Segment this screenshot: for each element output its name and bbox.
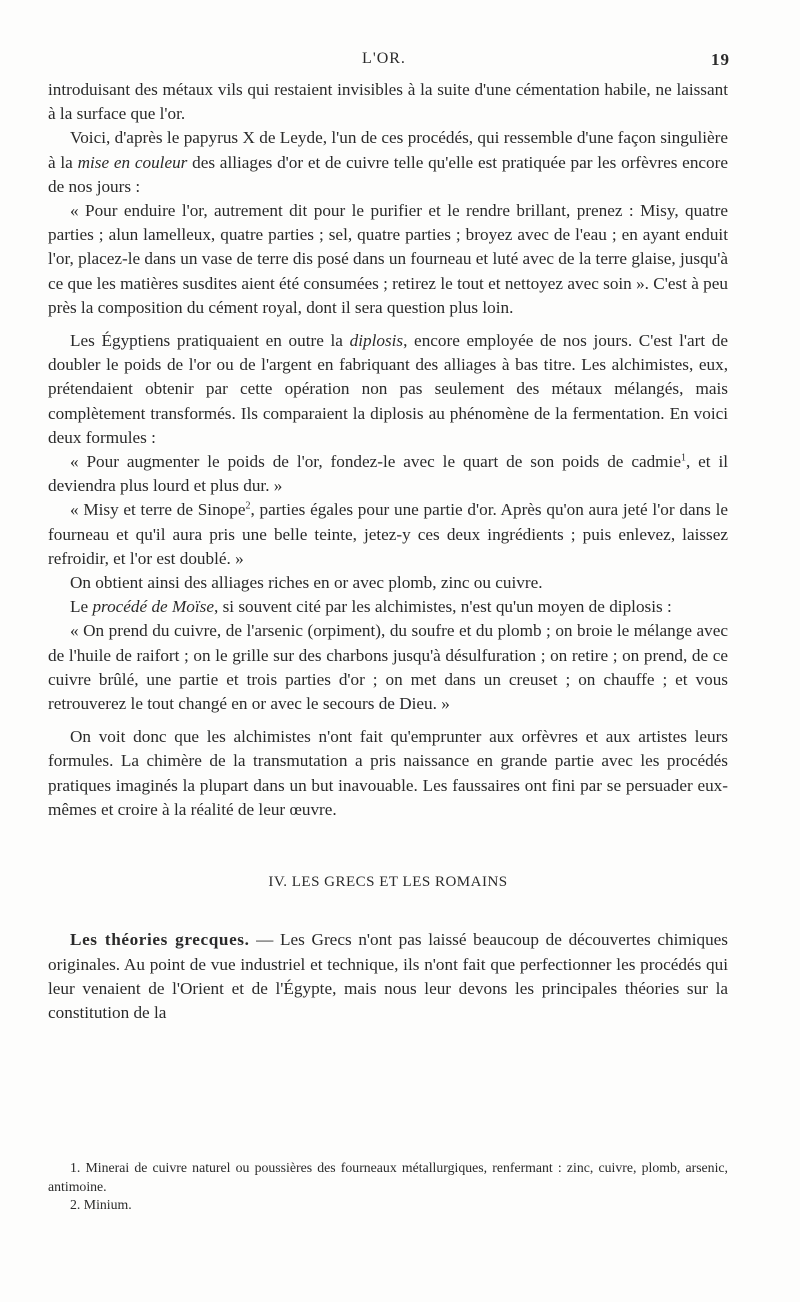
section-heading: IV. LES GRECS ET LES ROMAINS bbox=[268, 874, 508, 891]
footnote-ref-1: 1 bbox=[680, 452, 686, 464]
running-head bbox=[48, 50, 730, 74]
run-in-title: Les théories grecques. bbox=[70, 930, 250, 950]
body-text bbox=[48, 78, 728, 1025]
paragraph-alliages: On obtient ainsi des alliages riches en or avec plomb, zinc ou cuivre. bbox=[70, 573, 543, 593]
footnote-1: 1. Minerai de cuivre naturel ou poussières des fourneaux métallurgiques, renfermant : zinc, cuivre, plomb, arsenic, antimoine. bbox=[48, 1160, 728, 1194]
paragraph-conclusion: On voit donc que les alchimistes n'ont fait qu'emprunter aux orfèvres et aux artistes leurs formules. La chimère de la transmutation a pris naissance en grande partie avec les procédés pratiques imaginés la plupart dans un but inavouable. Les faussaires ont fini par se persuader eux-mêmes et croire à la réalité de leur œuvre. bbox=[48, 727, 728, 819]
footnote-ref-2: 2 bbox=[245, 500, 251, 512]
page-number: 19 bbox=[711, 50, 730, 69]
quote-formula-two: « Misy et terre de Sinope$^2$, parties égales pour une partie d'or. Après qu'on aura jeté l'or dans le fourneau et qu'il aura pris une belle teinte, jetez-y ces deux ingrédients ; puis enlevez, laissez refroidir, et l'or est doublé. » bbox=[48, 500, 728, 568]
quote-recipe-moise: « On prend du cuivre, de l'arsenic (orpiment), du soufre et du plomb ; on broie le mélange avec de l'huile de raifort ; on le grille sur des charbons jusqu'à désulfuration ; on retire ; on prend, de ce cuivre brûlé, une partie et trois parties d'or ; on met dans un creuset ; on chauffe ; et vous retrouverez le tout changé en or avec le secours de Dieu. » bbox=[48, 621, 728, 714]
footnote-2: 2. Minium. bbox=[70, 1197, 132, 1212]
running-title: L'OR. bbox=[362, 50, 406, 67]
quote-recipe-enduire: « Pour enduire l'or, autrement dit pour le purifier et le rendre brillant, prenez : Misy, quatre parties ; alun lamelleux, quatre parties ; sel, quatre parties ; broyez avec de l'eau ; en ayant enduit l'or, placez-le dans un vase de terre dis posé dans un fourneau et luté avec de la terre glaise, jusqu'à ce que les matières susdites aient été consumées ; retirez le tout et nettoyez avec soin ». C'est à peu près la composition du cément royal, dont il sera question plus loin. bbox=[48, 201, 728, 317]
paragraph-diplosis: Les Égyptiens pratiquaient en outre la diplosis, encore employée de nos jours. C'est l'art de doubler le poids de l'or ou de l'argent en fabriquant des alliages à bas titre. Les alchimistes, eux, prétendaient obtenir par cette opération non pas seulement des métaux mélangés, mais complètement transformés. Ils comparaient la diplosis au phénomène de la fermentation. En voici deux formules : bbox=[48, 331, 728, 447]
emphasis-mise-en-couleur: mise en couleur bbox=[77, 152, 188, 172]
emphasis-procede-de-moise: procédé de Moïse bbox=[92, 597, 214, 617]
paragraph-papyrus: Voici, d'après le papyrus X de Leyde, l'un de ces procédés, qui ressemble d'une façon singulière à la mise en couleur des alliages d'or et de cuivre telle qu'elle est pratiquée par les orfèvres encore de nos jours : bbox=[48, 128, 728, 196]
emphasis-diplosis: diplosis bbox=[349, 331, 404, 351]
footnotes bbox=[48, 1159, 728, 1215]
paragraph-theories-grecques: Les théories grecques. — Les Grecs n'ont pas laissé beaucoup de découvertes chimiques originales. Au point de vue industriel et technique, ils n'ont fait que perfectionner les procédés qui leur venaient de l'Orient et de l'Égypte, mais nous leur devons les principales théories sur la constitution de la bbox=[48, 930, 728, 1022]
paragraph-continuation: introduisant des métaux vils qui restaient invisibles à la suite d'une cémentation habile, ne laissant à la surface que l'or. bbox=[48, 80, 728, 124]
paragraph-moise: Le procédé de Moïse, si souvent cité par les alchimistes, n'est qu'un moyen de diplosis : bbox=[70, 597, 672, 617]
quote-formula-one: « Pour augmenter le poids de l'or, fondez-le avec le quart de son poids de cadmie$^1$, et il deviendra plus lourd et plus dur. » bbox=[48, 452, 728, 496]
